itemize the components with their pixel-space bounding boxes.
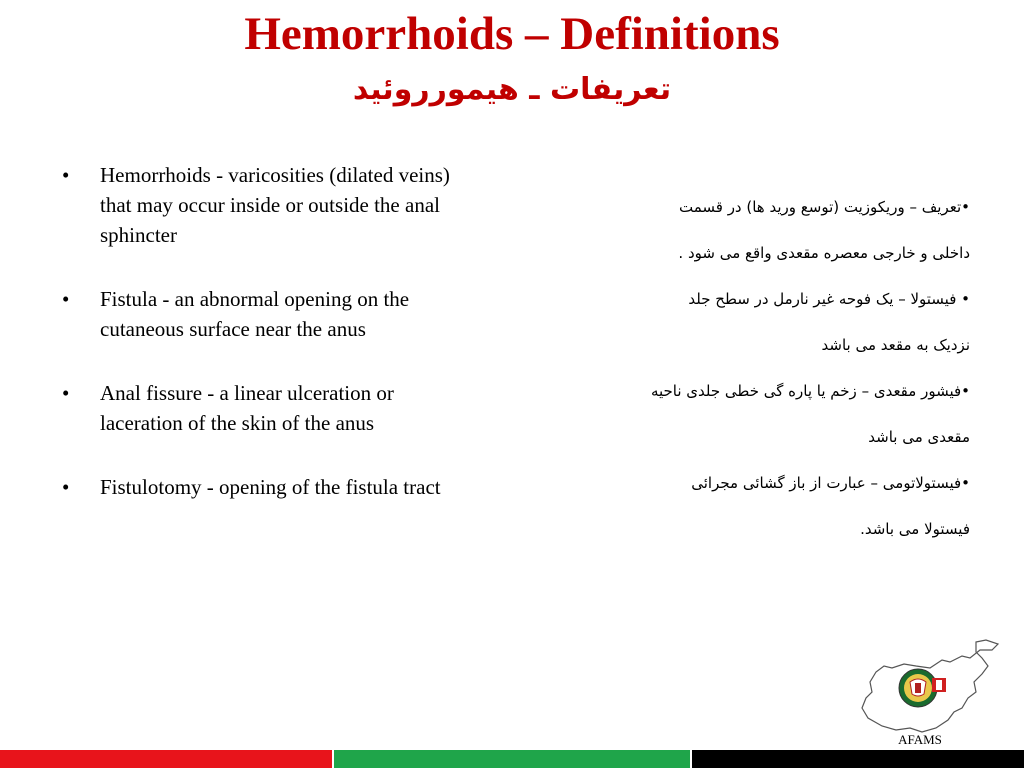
slide-title-persian: تعریفات ـ هیمورروئید bbox=[352, 72, 672, 107]
slide-title-english: Hemorrhoids – Definitions bbox=[244, 8, 780, 60]
persian-line: نزدیک به مقعد می باشد bbox=[821, 336, 970, 354]
list-item bbox=[62, 284, 472, 344]
afghanistan-map-logo-icon bbox=[858, 636, 1000, 736]
definition-text: Hemorrhoids - varicosities (dilated veins) that may occur inside or outside the anal sphincter bbox=[100, 163, 450, 247]
persian-line: فیستولا می باشد. bbox=[860, 520, 970, 538]
flag-color-bar bbox=[0, 750, 1024, 768]
list-item bbox=[62, 472, 472, 502]
bullet-icon: • bbox=[62, 163, 70, 187]
flag-green-segment bbox=[334, 750, 690, 768]
persian-line: •فیستولاتومی – عبارت از باز گشائی مجرائی bbox=[691, 474, 970, 492]
list-item bbox=[62, 160, 472, 250]
persian-line: •تعریف – وریکوزیت (توسع ورید ها) در قسمت bbox=[678, 198, 970, 216]
bullet-icon: • bbox=[62, 381, 70, 405]
bullet-icon: • bbox=[62, 475, 70, 499]
flag-red-segment bbox=[0, 750, 332, 768]
list-item bbox=[62, 378, 472, 438]
definition-text: Fistula - an abnormal opening on the cutaneous surface near the anus bbox=[100, 287, 410, 341]
logo-caption: AFAMS bbox=[898, 732, 942, 747]
persian-line: • فیستولا – یک فوحه غیر نارمل در سطح جلد bbox=[688, 290, 970, 308]
persian-line: مقعدی می باشد bbox=[868, 428, 970, 446]
definition-text: Fistulotomy - opening of the fistula tract bbox=[100, 475, 441, 499]
persian-line: داخلی و خارجی معصره مقعدی واقع می شود . bbox=[678, 244, 970, 262]
definition-text: Anal fissure - a linear ulceration or laceration of the skin of the anus bbox=[100, 381, 394, 435]
bullet-icon: • bbox=[62, 287, 70, 311]
flag-black-segment bbox=[692, 750, 1024, 768]
persian-line: •فیشور مقعدی – زخم یا پاره گی خطی جلدی ناحیه bbox=[650, 382, 970, 400]
english-definitions-list bbox=[62, 160, 472, 536]
persian-definitions bbox=[540, 184, 970, 552]
